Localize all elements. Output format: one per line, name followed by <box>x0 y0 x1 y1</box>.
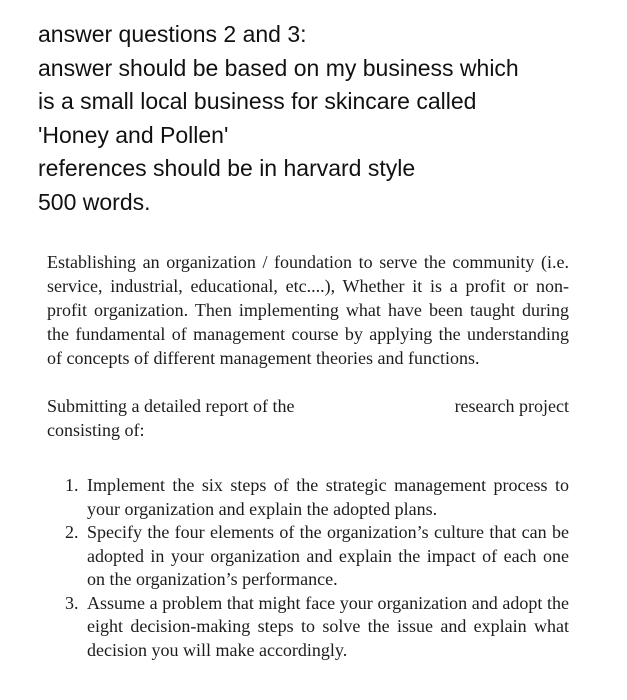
assignment-intro: Establishing an organization / foundation to serve the community (i.e. service, industrial, educational, etc....), Whether it is a profit or non-profit organization. Then implementing what have been taught during the fundamental of management course by applying the understanding of concepts of different management theories and functions. <box>47 252 569 368</box>
request-line: answer should be based on my business which <box>38 54 519 81</box>
task-text: Specify the four elements of the organization’s culture that can be adopted in your organization and explain the impact of each one on the organization’s performance. <box>87 522 569 589</box>
submit-line <box>47 394 569 418</box>
submit-left-text: Submitting a detailed report of the <box>47 396 295 416</box>
submit-end-text: consisting of: <box>47 420 145 440</box>
assignment-scan <box>47 250 569 662</box>
task-item <box>65 474 569 521</box>
request-line: answer questions 2 and 3: <box>38 21 307 47</box>
task-item <box>65 592 569 663</box>
request-line: references should be in harvard style <box>38 155 416 182</box>
request-line: 500 words. <box>38 188 151 215</box>
request-line: 'Honey and Pollen' <box>38 121 229 148</box>
task-number: 2. <box>65 522 79 542</box>
request-text-block <box>38 18 608 220</box>
task-number: 1. <box>65 475 79 495</box>
task-text: Assume a problem that might face your organization and adopt the eight decision-making steps to solve the issue and explain what decision you will make accordingly. <box>87 592 569 660</box>
task-text: Implement the six steps of the strategic management process to your organization and explain the adopted plans. <box>87 475 569 519</box>
task-list <box>47 474 569 662</box>
request-line: is a small local business for skincare called <box>38 88 477 115</box>
submit-right-text: research project <box>454 396 569 416</box>
task-item <box>65 521 569 592</box>
task-number: 3. <box>65 592 79 613</box>
